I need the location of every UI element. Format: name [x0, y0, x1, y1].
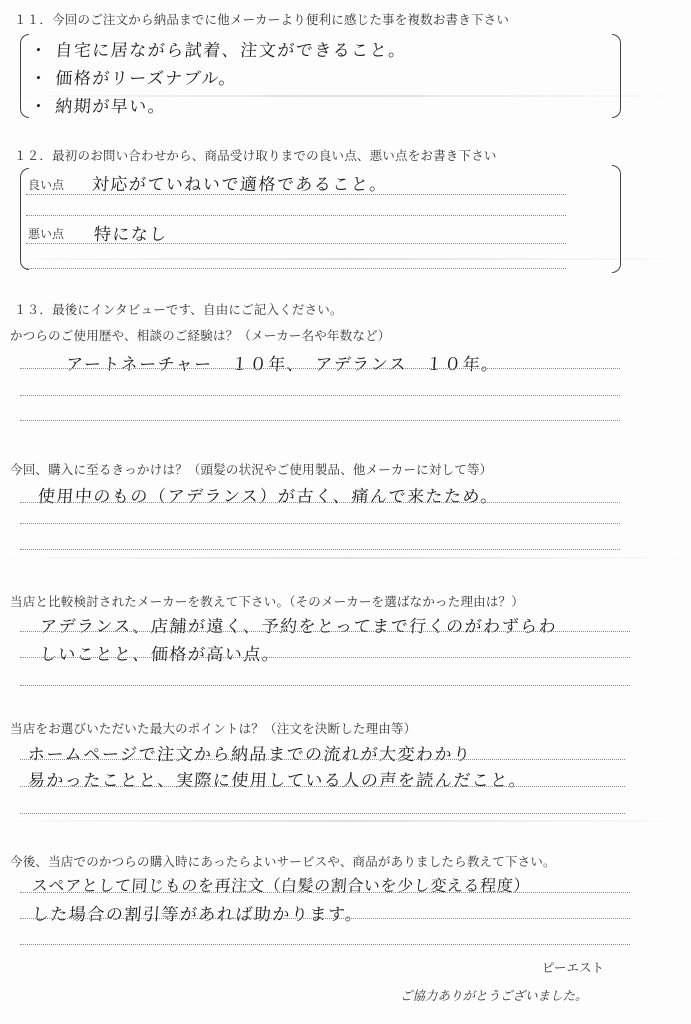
q11-question: １１．今回のご注文から納品までに他メーカーより便利に感じた事を複数お書き下さい — [14, 12, 510, 27]
answer-line — [20, 892, 630, 893]
q12-good-answer: 対応がていねいで適格であること。 — [91, 175, 389, 195]
q13-item5-answer-line2: した場合の割引等があれば助かります。 — [31, 905, 365, 925]
q13-item3-question: 当店と比較検討されたメーカーを教えて下さい。（そのメーカーを選ばなかった理由は？） — [10, 594, 524, 609]
q12-bracket-right — [612, 165, 621, 273]
q13-item2-answer-line1: 使用中のもの（アデランス）が古く、痛んで来たため。 — [37, 487, 500, 507]
q11-answer-1: ・ 自宅に居ながら試着、注文ができること。 — [29, 41, 408, 61]
scan-crease — [0, 557, 691, 559]
q12-question: １２．最初のお問い合わせから、商品受け取りまでの良い点、悪い点をお書き下さい — [14, 148, 497, 163]
answer-line — [20, 395, 620, 396]
q11-answer-3: ・ 納期が早い。 — [29, 97, 167, 117]
q13-item1-question: かつらのご使用歴や、相談のご経験は？（メーカー名や年数など） — [10, 328, 391, 343]
answer-line — [20, 523, 620, 524]
answer-line — [20, 786, 625, 787]
q13-item4-answer-line2: 易かったことと、実際に使用している人の声を読んだこと。 — [27, 771, 529, 791]
answer-line — [20, 631, 630, 632]
q11-bracket-left — [20, 34, 29, 118]
q13-item5-question: 今後、当店でのかつらの購入時にあったらよいサービスや、商品がありましたら教えて下さい。 — [10, 854, 556, 869]
q13-item5-answer-line1: スペアとして同じものを再注文（白髪の割合いを少し変える程度） — [31, 876, 531, 895]
q11-bracket-right — [612, 34, 621, 118]
answer-line — [20, 502, 620, 503]
thanks-message: ご協力ありがとうございました。 — [400, 988, 588, 1003]
answer-line — [20, 685, 630, 686]
answer-line — [20, 420, 620, 421]
answer-line — [20, 944, 630, 945]
answer-line — [26, 268, 566, 269]
answer-line — [20, 759, 625, 760]
q13-heading: １３．最後にインタビューです、自由にご記入ください。 — [14, 302, 343, 317]
q12-bad-answer: 特になし — [93, 225, 169, 245]
q11-answer-2: ・ 価格がリーズナブル。 — [29, 69, 238, 89]
q13-item3-answer-line2: しいことと、価格が高い点。 — [39, 645, 282, 665]
answer-line — [26, 194, 566, 195]
scan-crease — [0, 258, 691, 260]
q13-item2-question: 今回、購入に至るきっかけは？（頭髪の状況やご使用製品、他メーカーに対して等） — [10, 462, 493, 477]
answer-line — [20, 368, 620, 369]
answer-line — [20, 657, 630, 658]
answer-line — [20, 918, 630, 919]
q13-item4-question: 当店をお選びいただいた最大のポイントは？（注文を決断した理由等） — [10, 721, 417, 736]
answer-line — [26, 215, 566, 216]
answer-line — [20, 813, 625, 814]
q13-item4-answer-line1: ホームページで注文から納品までの流れが大変わかり — [27, 745, 473, 765]
q12-good-label: 良い点 — [28, 178, 65, 192]
q12-bad-label: 悪い点 — [28, 227, 65, 241]
answer-line — [20, 549, 620, 550]
q13-item1-answer-line1: アートネーチャー １０年、 アデランス １０年。 — [65, 355, 501, 375]
answer-line — [26, 243, 566, 244]
scan-crease — [0, 820, 691, 822]
company-name: ピーエスト — [542, 960, 605, 975]
q13-item3-answer-line1: アデランス、店舗が遠く、予約をとってまで行くのがわずらわ — [39, 617, 558, 637]
